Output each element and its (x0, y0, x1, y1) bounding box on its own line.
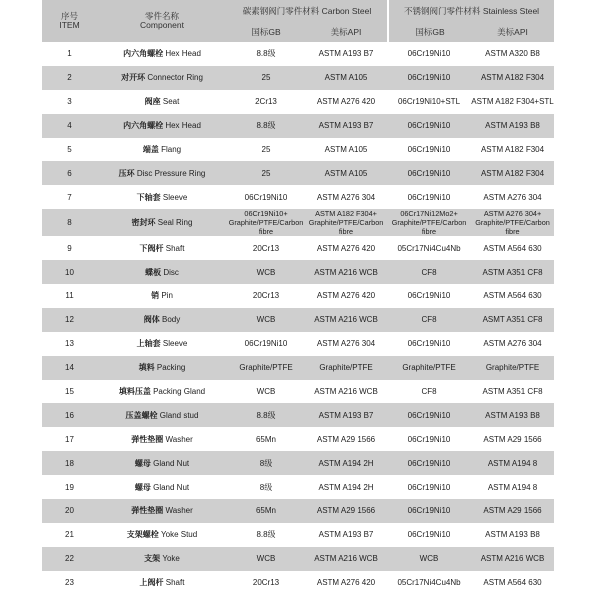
stainless-api-cell: ASTM A564 630 (471, 236, 554, 260)
carbon-gb-cell: 65Mn (227, 499, 305, 523)
table-row (42, 523, 554, 547)
component-name-en: Body (162, 315, 181, 325)
table-row (42, 284, 554, 308)
component-cell (97, 571, 227, 595)
stainless-gb-cell: 06Cr19Ni10 (387, 161, 471, 185)
component-cell (97, 284, 227, 308)
component-column-header (97, 0, 227, 42)
component-cell (97, 138, 227, 162)
item-cell: 12 (42, 308, 97, 332)
stainless-api-cell: ASTM A276 304 (471, 185, 554, 209)
stainless-api-cell: ASMT A351 CF8 (471, 308, 554, 332)
stainless-gb-cell: 06Cr19Ni10 (387, 66, 471, 90)
component-name-en: Gland Nut (153, 458, 190, 468)
stainless-gb-cell: 06Cr19Ni10 (387, 138, 471, 162)
stainless-api-cell: ASTM A193 B8 (471, 523, 554, 547)
stainless-gb-cell: 06Cr19Ni10 (387, 332, 471, 356)
carbon-gb-cell: 2Cr13 (227, 90, 305, 114)
table-row (42, 356, 554, 380)
stainless-api-cell: ASTM A276 304+ Graphite/PTFE/Carbon fibre (471, 209, 554, 236)
component-name-en: Connector Ring (147, 73, 203, 83)
component-header-en: Component (140, 20, 184, 30)
carbon-gb-cell: 25 (227, 161, 305, 185)
component-cell (97, 260, 227, 284)
table-row (42, 138, 554, 162)
item-cell: 6 (42, 161, 97, 185)
component-cell (97, 523, 227, 547)
component-cell (97, 451, 227, 475)
component-name-cn: 螺母 (134, 482, 151, 492)
table-row (42, 380, 554, 404)
component-cell (97, 427, 227, 451)
item-header-en: ITEM (59, 20, 80, 30)
stainless-gb-cell: 06Cr19Ni10 (387, 451, 471, 475)
stainless-gb-cell: 06Cr19Ni10 (387, 114, 471, 138)
item-cell: 11 (42, 284, 97, 308)
stainless-api-cell: ASTM A29 1566 (471, 427, 554, 451)
stainless-gb-header: 国标GB (387, 22, 471, 42)
carbon-gb-cell: 20Cr13 (227, 571, 305, 595)
carbon-api-cell: ASTM A276 420 (305, 236, 387, 260)
carbon-api-cell: ASTM A216 WCB (305, 547, 387, 571)
carbon-api-cell: ASTM A182 F304+ Graphite/PTFE/Carbon fibre (305, 209, 387, 236)
table-row (42, 451, 554, 475)
component-name-en: Gland Nut (153, 482, 190, 492)
carbon-gb-cell: 65Mn (227, 427, 305, 451)
carbon-gb-cell: WCB (227, 547, 305, 571)
component-name-cn: 内六角螺栓 (123, 49, 164, 59)
component-name-en: Pin (161, 291, 173, 301)
component-name-cn: 压环 (118, 168, 135, 178)
table-row (42, 90, 554, 114)
component-name-en: Washer (165, 506, 193, 516)
carbon-gb-cell: 8.8级 (227, 523, 305, 547)
stainless-gb-cell: Graphite/PTFE (387, 356, 471, 380)
component-cell (97, 547, 227, 571)
component-name-en: Yoke (162, 554, 180, 564)
component-name-en: Gland stud (159, 410, 199, 420)
carbon-api-cell: ASTM A29 1566 (305, 427, 387, 451)
stainless-api-cell: Graphite/PTFE (471, 356, 554, 380)
carbon-api-cell: ASTM A105 (305, 138, 387, 162)
stainless-gb-cell: 06Cr19Ni10 (387, 284, 471, 308)
component-cell (97, 90, 227, 114)
table-row (42, 42, 554, 66)
carbon-api-cell: Graphite/PTFE (305, 356, 387, 380)
carbon-api-cell: ASTM A276 420 (305, 571, 387, 595)
stainless-api-cell: ASTM A351 CF8 (471, 380, 554, 404)
carbon-gb-cell: 20Cr13 (227, 284, 305, 308)
stainless-gb-cell: CF8 (387, 308, 471, 332)
carbon-gb-cell: 8级 (227, 451, 305, 475)
component-cell (97, 403, 227, 427)
carbon-api-cell: ASTM A193 B7 (305, 114, 387, 138)
item-cell: 4 (42, 114, 97, 138)
item-cell: 17 (42, 427, 97, 451)
component-cell (97, 308, 227, 332)
carbon-api-cell: ASTM A216 WCB (305, 308, 387, 332)
component-name-cn: 填料压盖 (118, 387, 151, 397)
component-name-cn: 支架螺栓 (126, 530, 159, 540)
carbon-api-cell: ASTM A276 420 (305, 90, 387, 114)
carbon-gb-cell: 06Cr19Ni10 (227, 185, 305, 209)
materials-table (42, 0, 554, 595)
component-cell (97, 209, 227, 236)
item-cell: 18 (42, 451, 97, 475)
carbon-gb-cell: 8.8级 (227, 114, 305, 138)
table-row (42, 547, 554, 571)
carbon-steel-group-header: 碳素钢阀门零件材料 Carbon Steel (227, 0, 387, 22)
component-name-en: Washer (165, 434, 193, 444)
component-name-en: Packing Gland (153, 387, 206, 397)
component-name-en: Shaft (165, 243, 185, 253)
component-cell (97, 42, 227, 66)
item-column-header (42, 0, 97, 42)
component-name-cn: 上阀杆 (139, 578, 164, 588)
table-body (42, 42, 554, 595)
component-name-cn: 螺母 (134, 458, 151, 468)
component-name-en: Yoke Stud (161, 530, 198, 540)
item-cell: 13 (42, 332, 97, 356)
component-name-cn: 密封环 (131, 218, 156, 228)
stainless-api-cell: ASTM A564 630 (471, 284, 554, 308)
table-row (42, 571, 554, 595)
materials-table-container (42, 0, 554, 595)
component-name-cn: 内六角螺栓 (123, 121, 164, 131)
table-header (42, 0, 554, 42)
carbon-api-cell: ASTM A276 420 (305, 284, 387, 308)
item-cell: 5 (42, 138, 97, 162)
item-cell: 23 (42, 571, 97, 595)
stainless-api-cell: ASTM A351 CF8 (471, 260, 554, 284)
carbon-gb-cell: 25 (227, 66, 305, 90)
component-name-cn: 弹性垫圈 (131, 506, 164, 516)
carbon-api-cell: ASTM A29 1566 (305, 499, 387, 523)
stainless-api-cell: ASTM A216 WCB (471, 547, 554, 571)
carbon-api-cell: ASTM A276 304 (305, 185, 387, 209)
item-cell: 10 (42, 260, 97, 284)
component-cell (97, 66, 227, 90)
carbon-api-cell: ASTM A193 B7 (305, 523, 387, 547)
stainless-gb-cell: 06Cr19Ni10 (387, 42, 471, 66)
component-name-en: Sleeve (162, 339, 188, 349)
component-name-cn: 下阀杆 (139, 243, 164, 253)
component-name-en: Flang (161, 145, 182, 154)
component-name-cn: 压盖螺栓 (125, 410, 158, 420)
component-cell (97, 185, 227, 209)
stainless-gb-cell: 05Cr17Ni4Cu4Nb (387, 571, 471, 595)
item-cell: 15 (42, 380, 97, 404)
stainless-api-cell: ASTM A29 1566 (471, 499, 554, 523)
component-name-cn: 上轴套 (136, 339, 161, 349)
carbon-gb-cell: Graphite/PTFE (227, 356, 305, 380)
carbon-gb-cell: WCB (227, 308, 305, 332)
stainless-gb-cell: 06Cr19Ni10+STL (387, 90, 471, 114)
component-name-en: Disc Pressure Ring (136, 168, 206, 178)
item-cell: 2 (42, 66, 97, 90)
carbon-gb-cell: 06Cr19Ni10 (227, 332, 305, 356)
item-cell: 16 (42, 403, 97, 427)
component-cell (97, 356, 227, 380)
component-cell (97, 380, 227, 404)
stainless-gb-cell: 06Cr19Ni10 (387, 475, 471, 499)
stainless-api-cell: ASTM A193 B8 (471, 403, 554, 427)
carbon-api-cell: ASTM A216 WCB (305, 260, 387, 284)
item-cell: 22 (42, 547, 97, 571)
component-name-cn: 阀座 (144, 97, 161, 107)
item-cell: 8 (42, 209, 97, 236)
component-cell (97, 332, 227, 356)
component-name-en: Hex Head (165, 121, 201, 131)
component-cell (97, 161, 227, 185)
stainless-api-cell: ASTM A182 F304+STL (471, 90, 554, 114)
table-row (42, 185, 554, 209)
component-name-cn: 填料 (138, 363, 155, 373)
stainless-gb-cell: 06Cr19Ni10 (387, 403, 471, 427)
component-cell (97, 499, 227, 523)
stainless-gb-cell: 06Cr19Ni10 (387, 499, 471, 523)
table-row (42, 427, 554, 451)
stainless-api-cell: ASTM A182 F304 (471, 161, 554, 185)
stainless-gb-cell: 05Cr17Ni4Cu4Nb (387, 236, 471, 260)
component-header-cn: 零件名称 (144, 11, 179, 21)
stainless-api-cell: ASTM A276 304 (471, 332, 554, 356)
carbon-api-cell: ASTM A105 (305, 161, 387, 185)
component-name-en: Seal Ring (157, 218, 193, 228)
carbon-gb-cell: WCB (227, 380, 305, 404)
item-cell: 9 (42, 236, 97, 260)
carbon-api-header: 美标API (305, 22, 387, 42)
component-name-en: Packing (156, 363, 186, 373)
component-cell (97, 114, 227, 138)
component-name-cn: 蝶板 (145, 267, 162, 277)
carbon-api-cell: ASTM A216 WCB (305, 380, 387, 404)
table-row (42, 114, 554, 138)
item-cell: 19 (42, 475, 97, 499)
item-cell: 21 (42, 523, 97, 547)
stainless-api-cell: ASTM A320 B8 (471, 42, 554, 66)
carbon-gb-cell: 20Cr13 (227, 236, 305, 260)
carbon-gb-header: 国标GB (227, 22, 305, 42)
stainless-api-cell: ASTM A182 F304 (471, 138, 554, 162)
table-row (42, 209, 554, 236)
component-name-en: Disc (163, 267, 179, 277)
carbon-api-cell: ASTM A193 B7 (305, 42, 387, 66)
item-cell: 1 (42, 42, 97, 66)
table-row (42, 475, 554, 499)
carbon-api-cell: ASTM A194 2H (305, 451, 387, 475)
carbon-gb-cell: WCB (227, 260, 305, 284)
component-name-cn: 销 (151, 291, 160, 301)
stainless-gb-cell: CF8 (387, 380, 471, 404)
carbon-api-cell: ASTM A276 304 (305, 332, 387, 356)
table-row (42, 236, 554, 260)
stainless-gb-cell: 06Cr19Ni10 (387, 523, 471, 547)
component-cell (97, 475, 227, 499)
table-row (42, 499, 554, 523)
item-cell: 14 (42, 356, 97, 380)
carbon-gb-cell: 8.8级 (227, 42, 305, 66)
component-name-cn: 支架 (144, 554, 161, 564)
component-name-en: Sleeve (162, 192, 188, 202)
stainless-api-cell: ASTM A564 630 (471, 571, 554, 595)
carbon-api-cell: ASTM A194 2H (305, 475, 387, 499)
table-row (42, 66, 554, 90)
component-name-en: Shaft (165, 578, 185, 588)
stainless-gb-cell: WCB (387, 547, 471, 571)
item-header-cn: 序号 (60, 11, 78, 21)
component-name-cn: 阀体 (143, 315, 160, 325)
carbon-gb-cell: 06Cr19Ni10+ Graphite/PTFE/Carbon fibre (228, 209, 304, 237)
item-cell: 7 (42, 185, 97, 209)
carbon-api-cell: ASTM A105 (305, 66, 387, 90)
stainless-api-header: 美标API (471, 22, 554, 42)
stainless-gb-cell: 06Cr19Ni10 (387, 427, 471, 451)
stainless-api-cell: ASTM A194 8 (471, 451, 554, 475)
item-cell: 3 (42, 90, 97, 114)
stainless-gb-cell: 06Cr19Ni10 (387, 185, 471, 209)
component-name-cn: 下轴套 (136, 192, 161, 202)
carbon-gb-cell: 8级 (227, 475, 305, 499)
component-name-cn: 弹性垫圈 (131, 434, 164, 444)
carbon-gb-cell: 8.8级 (227, 403, 305, 427)
component-name-cn: 对开环 (121, 73, 146, 83)
carbon-api-cell: ASTM A193 B7 (305, 403, 387, 427)
item-cell: 20 (42, 499, 97, 523)
table-row (42, 308, 554, 332)
table-row (42, 260, 554, 284)
stainless-api-cell: ASTM A193 B8 (471, 114, 554, 138)
stainless-gb-cell: CF8 (387, 260, 471, 284)
table-row (42, 161, 554, 185)
component-name-cn: 端盖 (142, 145, 159, 154)
table-row (42, 403, 554, 427)
component-cell (97, 236, 227, 260)
carbon-gb-cell: 25 (227, 138, 305, 162)
table-row (42, 332, 554, 356)
stainless-api-cell: ASTM A194 8 (471, 475, 554, 499)
stainless-steel-group-header: 不锈钢阀门零件材料 Stainless Steel (387, 0, 554, 22)
component-name-en: Seat (162, 97, 180, 107)
stainless-gb-cell: 06Cr17Ni12Mo2+ Graphite/PTFE/Carbon fibre (387, 209, 471, 236)
component-name-en: Hex Head (165, 49, 201, 59)
stainless-api-cell: ASTM A182 F304 (471, 66, 554, 90)
